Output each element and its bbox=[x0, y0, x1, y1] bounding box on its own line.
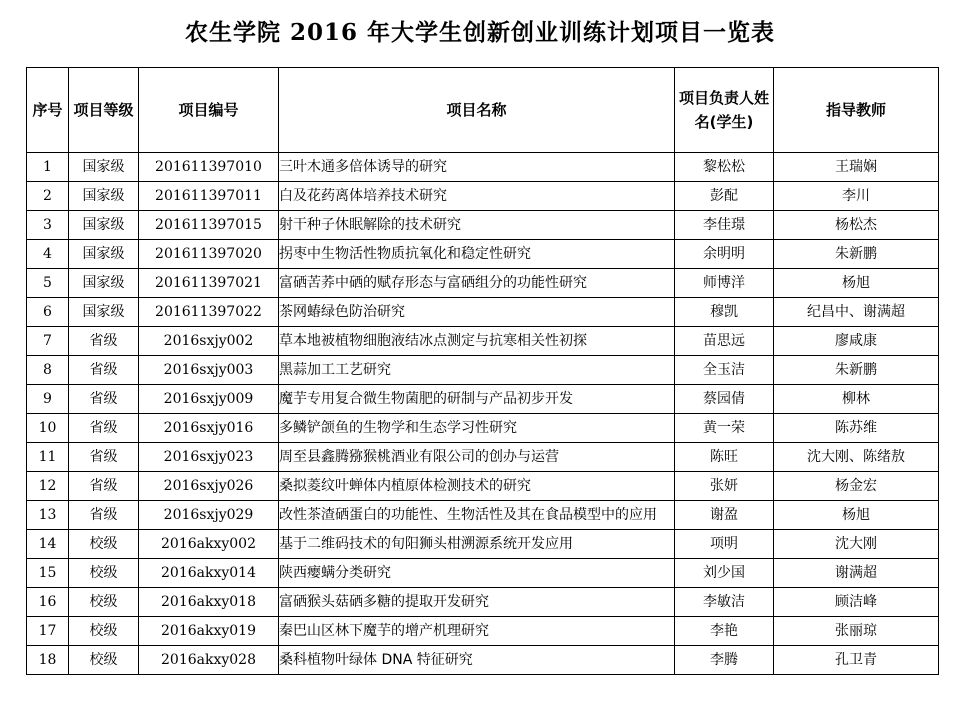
table-row bbox=[27, 385, 939, 414]
cell-level: 校级 bbox=[69, 617, 139, 646]
table-row bbox=[27, 617, 939, 646]
cell-code: 2016sxjy002 bbox=[139, 327, 279, 356]
cell-code: 2016akxy018 bbox=[139, 588, 279, 617]
cell-code: 201611397010 bbox=[139, 153, 279, 182]
cell-advisor: 廖咸康 bbox=[774, 327, 939, 356]
cell-seq: 2 bbox=[27, 182, 69, 211]
cell-leader: 项明 bbox=[675, 530, 774, 559]
cell-code: 2016akxy028 bbox=[139, 646, 279, 675]
table-row bbox=[27, 559, 939, 588]
cell-advisor: 顾洁峰 bbox=[774, 588, 939, 617]
cell-seq: 18 bbox=[27, 646, 69, 675]
table-row bbox=[27, 588, 939, 617]
header-seq: 序号 bbox=[27, 68, 69, 153]
cell-name: 周至县鑫腾猕猴桃酒业有限公司的创办与运营 bbox=[279, 443, 675, 472]
cell-advisor: 孔卫青 bbox=[774, 646, 939, 675]
cell-name: 三叶木通多倍体诱导的研究 bbox=[279, 153, 675, 182]
cell-name: 桑拟菱纹叶蝉体内植原体检测技术的研究 bbox=[279, 472, 675, 501]
cell-level: 校级 bbox=[69, 559, 139, 588]
cell-seq: 11 bbox=[27, 443, 69, 472]
header-leader: 项目负责人姓名(学生) bbox=[675, 68, 774, 153]
cell-code: 201611397015 bbox=[139, 211, 279, 240]
header-name: 项目名称 bbox=[279, 68, 675, 153]
table-row bbox=[27, 327, 939, 356]
cell-level: 省级 bbox=[69, 443, 139, 472]
cell-advisor: 柳林 bbox=[774, 385, 939, 414]
cell-advisor: 张丽琼 bbox=[774, 617, 939, 646]
cell-advisor: 朱新鹏 bbox=[774, 356, 939, 385]
cell-level: 省级 bbox=[69, 327, 139, 356]
cell-seq: 10 bbox=[27, 414, 69, 443]
cell-leader: 刘少国 bbox=[675, 559, 774, 588]
cell-code: 201611397020 bbox=[139, 240, 279, 269]
cell-level: 省级 bbox=[69, 356, 139, 385]
cell-level: 省级 bbox=[69, 414, 139, 443]
cell-leader: 张妍 bbox=[675, 472, 774, 501]
cell-level: 省级 bbox=[69, 501, 139, 530]
cell-name: 黑蒜加工工艺研究 bbox=[279, 356, 675, 385]
table-row bbox=[27, 269, 939, 298]
cell-advisor: 杨松杰 bbox=[774, 211, 939, 240]
table-row bbox=[27, 501, 939, 530]
cell-leader: 黎松松 bbox=[675, 153, 774, 182]
cell-level: 国家级 bbox=[69, 153, 139, 182]
cell-seq: 8 bbox=[27, 356, 69, 385]
cell-code: 2016sxjy026 bbox=[139, 472, 279, 501]
cell-level: 校级 bbox=[69, 530, 139, 559]
cell-leader: 彭配 bbox=[675, 182, 774, 211]
cell-code: 201611397011 bbox=[139, 182, 279, 211]
table-row bbox=[27, 298, 939, 327]
cell-advisor: 陈苏维 bbox=[774, 414, 939, 443]
table-row bbox=[27, 153, 939, 182]
cell-name: 拐枣中生物活性物质抗氧化和稳定性研究 bbox=[279, 240, 675, 269]
cell-advisor: 王瑞娴 bbox=[774, 153, 939, 182]
cell-code: 2016akxy014 bbox=[139, 559, 279, 588]
cell-leader: 苗思远 bbox=[675, 327, 774, 356]
table-row bbox=[27, 356, 939, 385]
cell-code: 2016akxy002 bbox=[139, 530, 279, 559]
cell-name: 魔芋专用复合微生物菌肥的研制与产品初步开发 bbox=[279, 385, 675, 414]
cell-advisor: 李川 bbox=[774, 182, 939, 211]
cell-seq: 5 bbox=[27, 269, 69, 298]
cell-name: 白及花药离体培养技术研究 bbox=[279, 182, 675, 211]
cell-advisor: 杨旭 bbox=[774, 269, 939, 298]
cell-leader: 穆凯 bbox=[675, 298, 774, 327]
cell-code: 2016sxjy009 bbox=[139, 385, 279, 414]
cell-seq: 1 bbox=[27, 153, 69, 182]
header-level: 项目等级 bbox=[69, 68, 139, 153]
cell-name: 桑科植物叶绿体 DNA 特征研究 bbox=[279, 646, 675, 675]
cell-advisor: 纪昌中、谢满超 bbox=[774, 298, 939, 327]
cell-level: 省级 bbox=[69, 472, 139, 501]
cell-name: 富硒苦荞中硒的赋存形态与富硒组分的功能性研究 bbox=[279, 269, 675, 298]
cell-advisor: 谢满超 bbox=[774, 559, 939, 588]
cell-code: 201611397021 bbox=[139, 269, 279, 298]
table-row bbox=[27, 530, 939, 559]
cell-seq: 7 bbox=[27, 327, 69, 356]
cell-name: 基于二维码技术的旬阳狮头柑溯源系统开发应用 bbox=[279, 530, 675, 559]
cell-name: 草本地被植物细胞液结冰点测定与抗寒相关性初探 bbox=[279, 327, 675, 356]
cell-level: 国家级 bbox=[69, 182, 139, 211]
table-header-row bbox=[27, 68, 939, 153]
cell-level: 省级 bbox=[69, 385, 139, 414]
cell-leader: 李敏洁 bbox=[675, 588, 774, 617]
table-row bbox=[27, 472, 939, 501]
cell-level: 校级 bbox=[69, 588, 139, 617]
cell-level: 国家级 bbox=[69, 240, 139, 269]
cell-seq: 13 bbox=[27, 501, 69, 530]
cell-code: 2016sxjy023 bbox=[139, 443, 279, 472]
cell-seq: 9 bbox=[27, 385, 69, 414]
table-row bbox=[27, 443, 939, 472]
table-row bbox=[27, 240, 939, 269]
cell-leader: 李艳 bbox=[675, 617, 774, 646]
cell-level: 国家级 bbox=[69, 269, 139, 298]
page-title: 农生学院 2016 年大学生创新创业训练计划项目一览表 bbox=[184, 19, 776, 46]
cell-code: 2016sxjy029 bbox=[139, 501, 279, 530]
cell-leader: 师博洋 bbox=[675, 269, 774, 298]
cell-seq: 12 bbox=[27, 472, 69, 501]
cell-leader: 陈旺 bbox=[675, 443, 774, 472]
cell-seq: 4 bbox=[27, 240, 69, 269]
cell-level: 国家级 bbox=[69, 298, 139, 327]
cell-name: 改性茶渣硒蛋白的功能性、生物活性及其在食品模型中的应用 bbox=[279, 501, 675, 530]
table-row bbox=[27, 182, 939, 211]
project-table bbox=[26, 67, 939, 675]
cell-leader: 余明明 bbox=[675, 240, 774, 269]
cell-leader: 蔡园倩 bbox=[675, 385, 774, 414]
cell-advisor: 朱新鹏 bbox=[774, 240, 939, 269]
cell-seq: 6 bbox=[27, 298, 69, 327]
cell-advisor: 杨旭 bbox=[774, 501, 939, 530]
cell-level: 国家级 bbox=[69, 211, 139, 240]
table-row bbox=[27, 646, 939, 675]
cell-name: 富硒猴头菇硒多糖的提取开发研究 bbox=[279, 588, 675, 617]
cell-name: 秦巴山区林下魔芋的增产机理研究 bbox=[279, 617, 675, 646]
cell-leader: 李佳璟 bbox=[675, 211, 774, 240]
cell-advisor: 杨金宏 bbox=[774, 472, 939, 501]
cell-seq: 16 bbox=[27, 588, 69, 617]
cell-name: 陕西瘿螨分类研究 bbox=[279, 559, 675, 588]
cell-name: 射干种子休眠解除的技术研究 bbox=[279, 211, 675, 240]
cell-seq: 3 bbox=[27, 211, 69, 240]
table-row bbox=[27, 414, 939, 443]
cell-name: 多鳞铲颌鱼的生物学和生态学习性研究 bbox=[279, 414, 675, 443]
cell-seq: 14 bbox=[27, 530, 69, 559]
cell-leader: 黄一荣 bbox=[675, 414, 774, 443]
header-code: 项目编号 bbox=[139, 68, 279, 153]
table-row bbox=[27, 211, 939, 240]
cell-leader: 李腾 bbox=[675, 646, 774, 675]
cell-seq: 15 bbox=[27, 559, 69, 588]
cell-level: 校级 bbox=[69, 646, 139, 675]
cell-name: 茶网蝽绿色防治研究 bbox=[279, 298, 675, 327]
cell-leader: 全玉洁 bbox=[675, 356, 774, 385]
cell-leader: 谢盈 bbox=[675, 501, 774, 530]
cell-advisor: 沈大刚 bbox=[774, 530, 939, 559]
cell-code: 2016akxy019 bbox=[139, 617, 279, 646]
cell-seq: 17 bbox=[27, 617, 69, 646]
header-advisor: 指导教师 bbox=[774, 68, 939, 153]
cell-code: 201611397022 bbox=[139, 298, 279, 327]
cell-code: 2016sxjy003 bbox=[139, 356, 279, 385]
cell-advisor: 沈大刚、陈绪敖 bbox=[774, 443, 939, 472]
cell-code: 2016sxjy016 bbox=[139, 414, 279, 443]
